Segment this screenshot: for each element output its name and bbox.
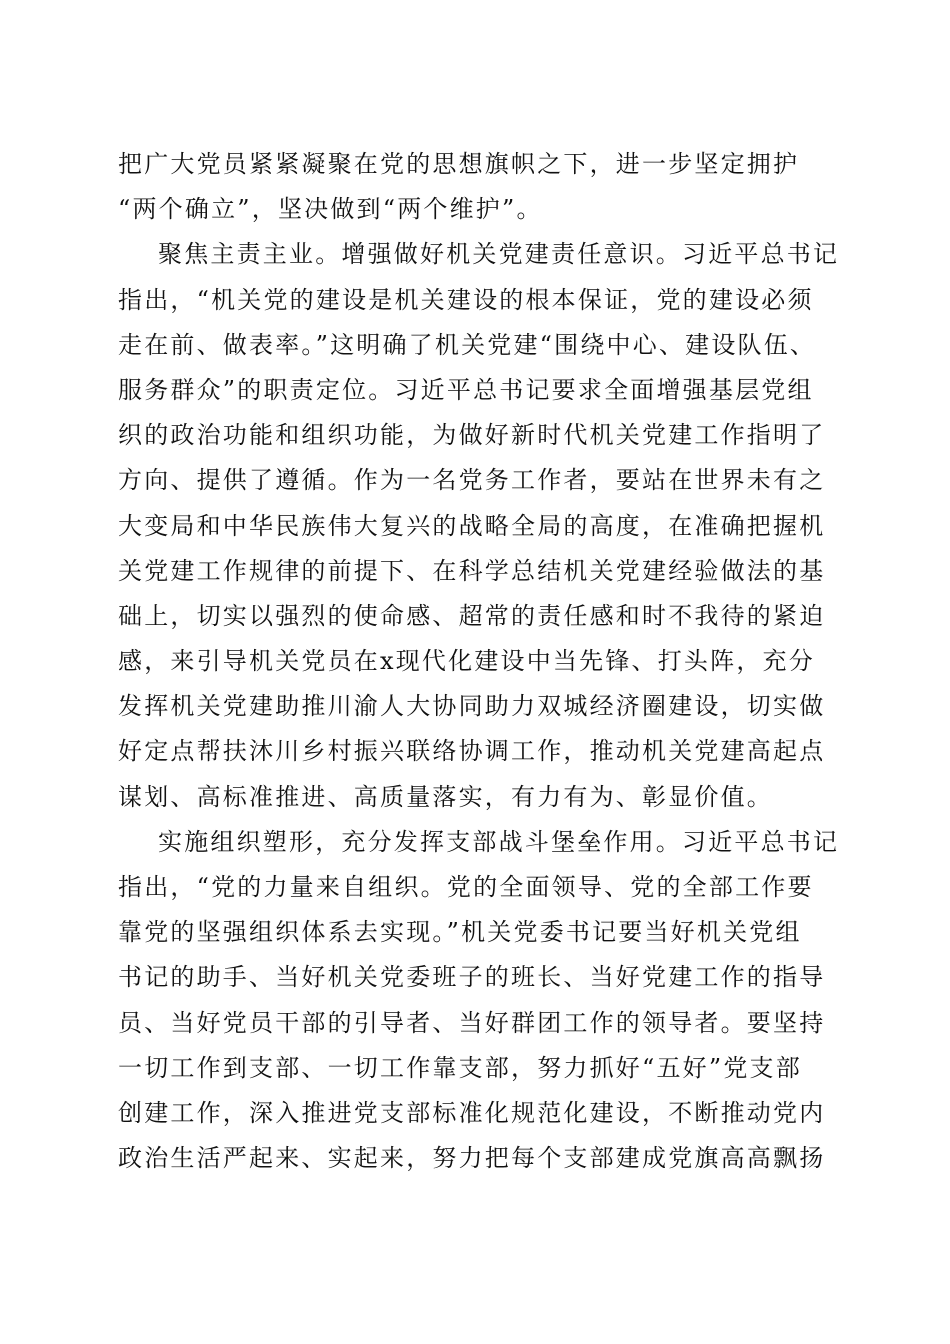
text-line: 政治生活严起来、实起来，努力把每个支部建成党旗高高飘扬 [118,1144,826,1173]
paragraph-start-line: 聚焦主责主业。增强做好机关党建责任意识。习近平总书记 [158,240,840,269]
text-line: 织的政治功能和组织功能，为做好新时代机关党建工作指明了 [118,421,826,450]
text-line: 创建工作，深入推进党支部标准化规范化建设，不断推动党内 [118,1098,826,1127]
text-line: 感，来引导机关党员在x现代化建设中当先锋、打头阵，充分 [118,647,815,676]
text-line: 础上，切实以强烈的使命感、超常的责任感和时不我待的紧迫 [118,601,826,630]
text-line: 一切工作到支部、一切工作靠支部，努力抓好“五好”党支部 [118,1053,802,1082]
text-line: 关党建工作规律的前提下、在科学总结机关党建经验做法的基 [118,556,826,585]
text-line: “两个确立”，坚决做到“两个维护”。 [118,195,543,224]
text-line: 指出，“机关党的建设是机关建设的根本保证，党的建设必须 [118,285,814,314]
body-text [118,142,840,1181]
text-line: 走在前、做表率。”这明确了机关党建“围绕中心、建设队伍、 [118,330,817,359]
text-line: 把广大党员紧紧凝聚在党的思想旗帜之下，进一步坚定拥护 [118,150,800,178]
text-line: 大变局和中华民族伟大复兴的战略全局的高度，在准确把握机 [118,511,826,540]
text-line: 员、当好党员干部的引导者、当好群团工作的领导者。要坚持 [118,1008,826,1037]
text-line: 方向、提供了遵循。作为一名党务工作者，要站在世界未有之 [118,466,826,495]
text-line: 好定点帮扶沐川乡村振兴联络协调工作，推动机关党建高起点 [118,737,826,766]
text-line: 谋划、高标准推进、高质量落实，有力有为、彰显价值。 [118,782,773,811]
text-line: 靠党的坚强组织体系去实现。”机关党委书记要当好机关党组 [118,918,802,947]
paragraph-start-line: 实施组织塑形，充分发挥支部战斗堡垒作用。习近平总书记 [158,827,840,856]
text-line: 发挥机关党建助推川渝人大协同助力双城经济圈建设，切实做 [118,692,826,721]
text-line: 书记的助手、当好机关党委班子的班长、当好党建工作的指导 [118,963,826,992]
text-line: 指出，“党的力量来自组织。党的全面领导、党的全部工作要 [118,873,814,901]
text-line: 服务群众”的职责定位。习近平总书记要求全面增强基层党组 [118,375,814,404]
